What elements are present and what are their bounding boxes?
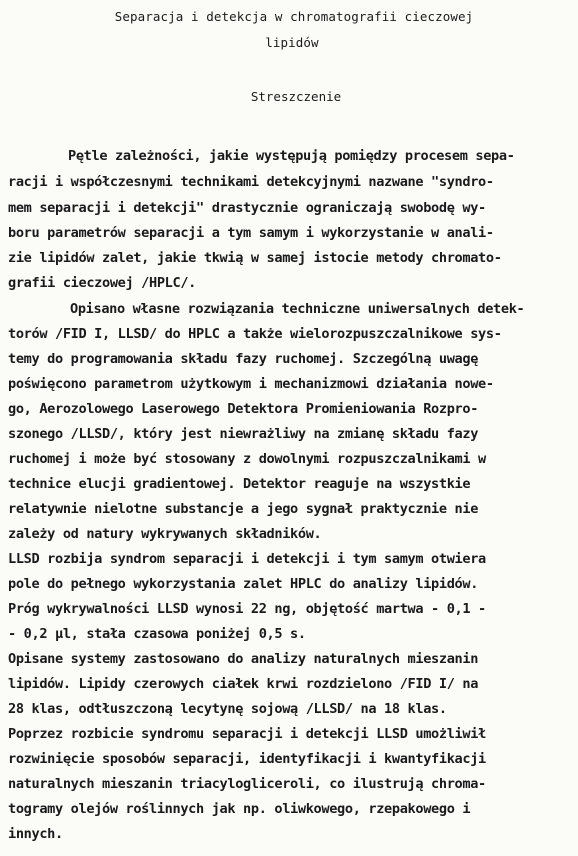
paragraph-4-line: Opisane systemy zastosowano do analizy naturalnych mieszanin [8,651,479,667]
paragraph-1-line: racji i współczesnymi technikami detekcyjnymi nazwane "syndro- [8,174,494,190]
paragraph-1-line: zie lipidów zalet, jakie tkwią w samej istocie metody chromato- [8,250,502,266]
paragraph-2-line: zależy od natury wykrywanych składników. [8,526,322,542]
paragraph-2-line: Opisano własne rozwiązania techniczne uniwersalnych detek- [70,301,525,317]
document-title-line-1: Separacja i detekcja w chromatografii cieczowej [114,9,474,24]
paragraph-1-line: mem separacji i detekcji" drastycznie ograniczają swobodę wy- [8,200,486,216]
section-heading: Streszczenie [250,89,342,104]
paragraph-2-line: technice elucji gradientowej. Detektor reaguje na wszystkie [8,476,471,492]
paragraph-2-line: torów /FID I, LLSD/ do HPLC a także wielorozpuszczalnikowe sys- [8,326,502,342]
paragraph-1-line: grafii cieczowej /HPLC/. [8,275,197,291]
paragraph-1-line: Pętle zależności, jakie występują pomiędzy procesem sepa- [68,148,515,164]
paragraph-2-line: szonego /LLSD/, który jest niewrażliwy na zmianę składu fazy [8,426,479,442]
paragraph-5-line: togramy olejów roślinnych jak np. oliwkowego, rzepakowego i [8,801,471,817]
paragraph-3-line: - 0,2 µl, stała czasowa poniżej 0,5 s. [8,626,306,642]
paragraph-5-line: rozwinięcie sposobów separacji, identyfikacji i kwantyfikacji [8,751,486,767]
paragraph-5-line: innych. [8,826,63,842]
paragraph-2-line: poświęcono parametrom użytkowym i mechanizmowi działania nowe- [8,376,494,392]
paragraph-3-line: pole do pełnego wykorzystania zalet HPLC do analizy lipidów. [8,576,479,592]
paragraph-3-line: LLSD rozbija syndrom separacji i detekcji i tym samym otwiera [8,551,486,567]
document-title-line-2: lipidów [265,35,319,50]
paragraph-4-line: lipidów. Lipidy czerowych ciałek krwi rozdzielono /FID I/ na [8,676,479,692]
paragraph-2-line: relatywnie nielotne substancje a jego sygnał praktycznie nie [8,501,479,517]
paragraph-2-line: ruchomej i może być stosowany z dowolnymi rozpuszczalnikami w [8,451,486,467]
paragraph-5-line: Poprzez rozbicie syndromu separacji i detekcji LLSD umożliwił [8,726,486,742]
paragraph-2-line: go, Aerozolowego Laserowego Detektora Promieniowania Rozpro- [8,401,479,417]
paragraph-5-line: naturalnych mieszanin triacylogliceroli, co ilustrują chroma- [8,776,486,792]
paragraph-4-line: 28 klas, odtłuszczoną lecytynę sojową /LLSD/ na 18 klas. [8,701,447,717]
paragraph-3-line: Próg wykrywalności LLSD wynosi 22 ng, objętość martwa - 0,1 - [8,601,486,617]
paragraph-1-line: boru parametrów separacji a tym samym i wykorzystanie w anali- [8,225,494,241]
paragraph-2-line: temy do programowania składu fazy ruchomej. Szczególną uwagę [8,351,479,367]
